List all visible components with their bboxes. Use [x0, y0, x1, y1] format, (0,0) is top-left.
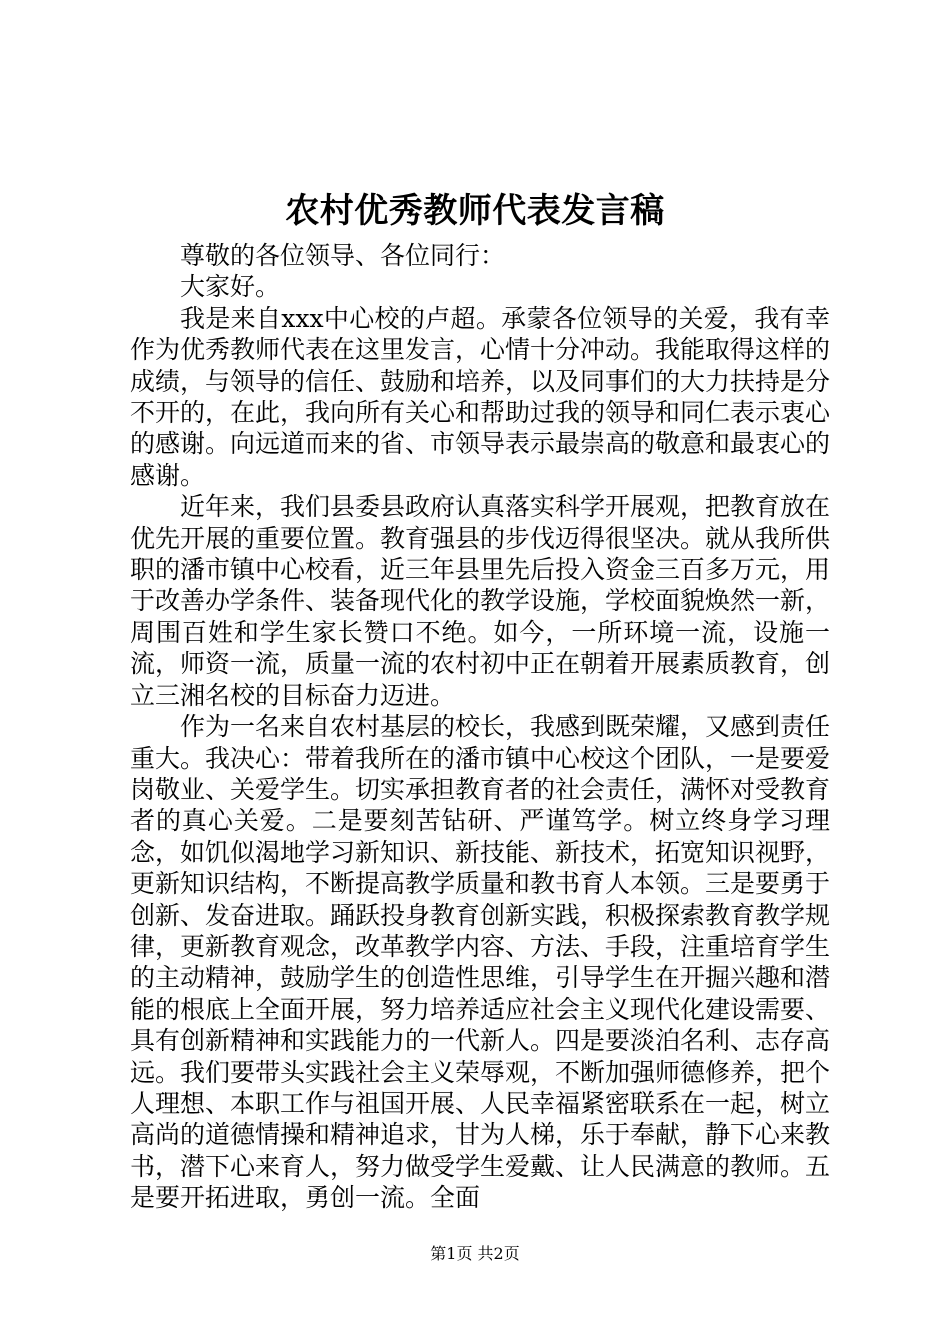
paragraph-salutation: 尊敬的各位领导、各位同行： [180, 241, 506, 270]
paragraph-resolution: 作为一名来自农村基层的校长，我感到既荣耀，又感到责任重大。我决心：带着我所在的潘市镇中心校这个团队，一是要爱岗敬业、关爱学生。切实承担教育者的社会责任，满怀对受教育者的真心关爱。二是要刻苦钻研、严谨笃学。树立终身学习理念，如饥似渴地学习新知识、新技能、新技术，拓宽知识视野，更新知识结构，不断提高教学质量和教书育人本领。三是要勇于创新、发奋进取。踊跃投身教育创新实践，积极探索教育教学规律，更新教育观念，改革教学内容、方法、手段，注重培育学生的主动精神，鼓励学生的创造性思维，引导学生在开掘兴趣和潜能的根底上全面开展，努力培养适应社会主义现代化建设需要、具有创新精神和实践能力的一代新人。四是要淡泊名利、志存高远。我们要带头实践社会主义荣辱观，不断加强师德修养，把个人理想、本职工作与祖国开展、人民幸福紧密联系在一起，树立高尚的道德情操和精神追求，甘为人梯，乐于奉献，静下心来教书，潜下心来育人，努力做受学生爱戴、让人民满意的教师。五是要开拓进取，勇创一流。全面 [130, 712, 831, 1213]
paragraph-introduction: 我是来自xxx中心校的卢超。承蒙各位领导的关爱，我有幸作为优秀教师代表在这里发言，心情十分冲动。我能取得这样的成绩，与领导的信任、鼓励和培养，以及同事们的大力扶持是分不开的，在此，我向所有关心和帮助过我的领导和同仁表示衷心的感谢。向远道而来的省、市领导表示最崇高的敬意和最衷心的感谢。 [130, 303, 831, 490]
document-body [130, 240, 830, 1214]
document-title: 农村优秀教师代表发言稿 [285, 191, 665, 231]
paragraph-greeting: 大家好。 [180, 272, 281, 302]
paragraph-county-education: 近年来，我们县委县政府认真落实科学开展观，把教育放在优先开展的重要位置。教育强县的步伐迈得很坚决。就从我所供职的潘市镇中心校看，近三年县里先后投入资金三百多万元，用于改善办学条件、装备现代化的教学设施，学校面貌焕然一新，周围百姓和学生家长赞口不绝。如今，一所环境一流，设施一流，师资一流，质量一流的农村初中正在朝着开展素质教育，创立三湘名校的目标奋力迈进。 [130, 492, 831, 710]
page-footer: 第1页 共2页 [430, 1244, 520, 1263]
